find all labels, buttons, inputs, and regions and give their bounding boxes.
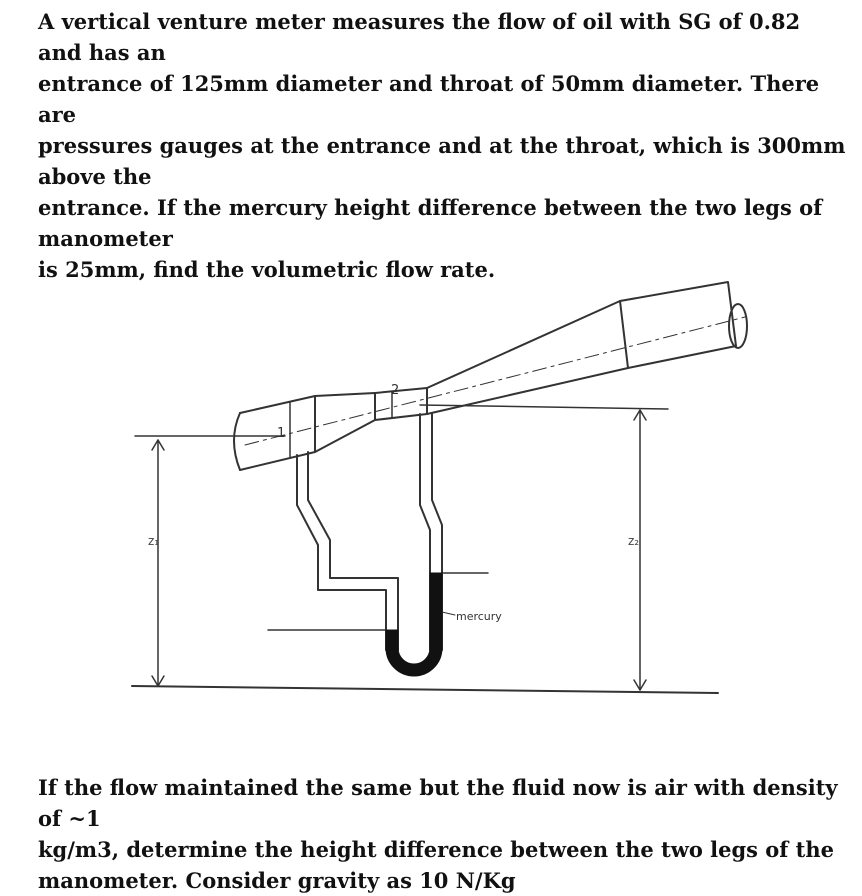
manometer-left-tube-inner — [308, 452, 398, 650]
label-z1: z₁ — [148, 534, 160, 548]
pipe-centerline — [245, 317, 745, 445]
label-section-2: 2 — [391, 383, 400, 398]
datum-line — [132, 686, 718, 693]
problem-line-1: A vertical venture meter measures the flow of oil with SG of 0.82 and has an — [38, 9, 801, 65]
manometer-right-tube-outer — [420, 414, 430, 650]
problem-line-3: pressures gauges at the entrance and at the throat, which is 300mm above the — [38, 133, 846, 189]
manometer-left-tube-outer — [297, 455, 386, 650]
problem-line-2: entrance of 125mm diameter and throat of 50mm diameter. There are — [38, 71, 820, 127]
followup-line-3: manometer. Consider gravity as 10 N/Kg — [38, 868, 516, 893]
followup-line-1: If the flow maintained the same but the fluid now is air with density of ~1 — [38, 775, 838, 831]
outlet-pipe-end — [729, 304, 747, 348]
inlet-pipe-end — [234, 413, 240, 470]
mercury-leader-line — [442, 612, 455, 615]
mercury-column — [386, 573, 442, 676]
converging-section — [315, 393, 375, 452]
followup-line-2: kg/m3, determine the height difference between the two legs of the — [38, 837, 834, 862]
venturi-meter-diagram — [0, 270, 862, 710]
followup-question — [38, 772, 838, 896]
outlet-pipe — [620, 282, 736, 368]
label-section-1: 1 — [277, 426, 286, 441]
problem-line-4: entrance. If the mercury height difference between the two legs of manometer — [38, 195, 823, 251]
diverging-section — [427, 301, 628, 414]
problem-line-5: is 25mm, find the volumetric flow rate. — [38, 257, 496, 282]
label-z2: z₂ — [628, 534, 640, 548]
problem-statement — [38, 6, 848, 285]
label-mercury: mercury — [456, 610, 502, 623]
venturi-meter-svg — [0, 270, 862, 710]
